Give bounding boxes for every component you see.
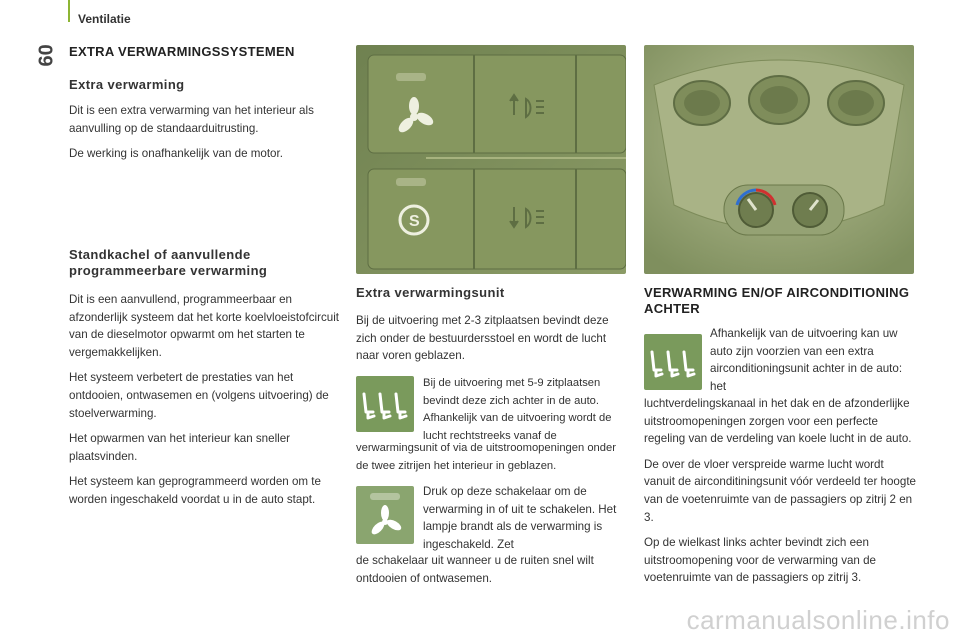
seats-text-b: verwarmingsunit of via de uitstroomopeningen onder de twee zitrijen het interieur in geblazen. (356, 442, 616, 472)
fan-switch-icon (356, 486, 414, 544)
switch-panel-illustration (356, 45, 626, 274)
rear-ac-heading-wrap (644, 285, 916, 317)
main-heading: EXTRA VERWARMINGSSYSTEMEN (69, 44, 295, 59)
standkachel-block (69, 247, 344, 517)
fan-text-a: Druk op deze schakelaar om de verwarming in of uit te schakelen. Het lampje brandt als de verwarming is ingeschakeld. Zet (423, 485, 617, 551)
accent-bar (68, 0, 70, 22)
seats-text-a: Bij de uitvoering met 5-9 zitplaatsen bevindt deze zich achter in de auto. Afhankelijk van de uitvoering wordt de lucht rechtstreeks vanaf de (423, 377, 612, 442)
rear-ac-title: VERWARMING EN/OF AIRCONDITIONING ACHTER (644, 285, 910, 316)
extra-heating-title: Extra verwarming (69, 77, 185, 92)
standkachel-title: Standkachel of aanvullende programmeerbare verwarming (69, 247, 268, 278)
rear-ac-text-b: luchtverdelingskanaal in het dak en de afzonderlijke uitstroomopeningen zorgen voor een perfecte regeling van de verdeling van koele lucht in de auto. (644, 397, 912, 446)
roof-vents-photo (644, 45, 914, 274)
roof-vents-illustration (644, 45, 914, 274)
fan-text-a-wrap (423, 483, 629, 553)
switch-panel-photo (356, 45, 626, 274)
fan-text-b-wrap (356, 552, 628, 587)
heating-unit-title: Extra verwarmingsunit (356, 285, 505, 300)
rear-ac-text-a: Afhankelijk van de uitvoering kan uw auto zijn voorzien van een extra airconditioningsunit achter in de auto: het (710, 327, 903, 393)
page-number: 60 (35, 44, 58, 67)
heating-unit-intro: Bij de uitvoering met 2-3 zitplaatsen bevindt deze zich onder de bestuurdersstoel en wordt de lucht naar voren geblazen. (356, 314, 609, 363)
seats-text-a-wrap (423, 375, 629, 445)
seat-rows-icon (356, 376, 414, 432)
rear-ac-text-a-wrap (710, 325, 910, 395)
rear-ac-body (644, 395, 916, 595)
section-title: Ventilatie (78, 12, 131, 26)
fan-text-b: de schakelaar uit wanneer u de ruiten snel wilt ontdooien of ontwasemen. (356, 554, 594, 585)
standkachel-para-3: Het opwarmen van het interieur kan sneller plaatsvinden. (69, 432, 291, 463)
svg-text:S: S (409, 213, 420, 230)
heating-unit-block (356, 285, 628, 365)
standkachel-para-1: Dit is een aanvullend, programmeerbaar en afzonderlijk systeem dat het korte koelvloeistofcircuit van de dieselmotor opwarmt om het starten te vergemakkelijken. (69, 293, 339, 359)
rear-seat-rows-icon (644, 334, 702, 390)
extra-heating-para-2: De werking is onafhankelijk van de motor. (69, 147, 283, 161)
watermark: carmanualsonline.info (686, 605, 950, 635)
rear-ac-para-1: De over de vloer verspreide warme lucht wordt vanuit de airconditiningsunit vóór verdeeld ter hoogte van de voetenruimte van de passagiers op zitrij 2 en 3. (644, 457, 916, 524)
rear-ac-para-2: Op de wielkast links achter bevindt zich een uitstroomopening voor de verwarming van de voetenruimte van de passagiers op zitrij 3. (644, 536, 876, 585)
standkachel-para-2: Het systeem verbetert de prestaties van het ontdooien, ontwasemen en (volgens uitvoering) de stoelverwarming. (69, 371, 329, 420)
extra-heating-para-1: Dit is een extra verwarming van het interieur als aanvulling op de standaarduitrusting. (69, 104, 314, 135)
standkachel-para-4: Het systeem kan geprogrammeerd worden om te worden ingeschakeld voordat u in de auto stapt. (69, 475, 321, 506)
seats-text-b-wrap (356, 440, 628, 475)
left-column (69, 44, 344, 171)
